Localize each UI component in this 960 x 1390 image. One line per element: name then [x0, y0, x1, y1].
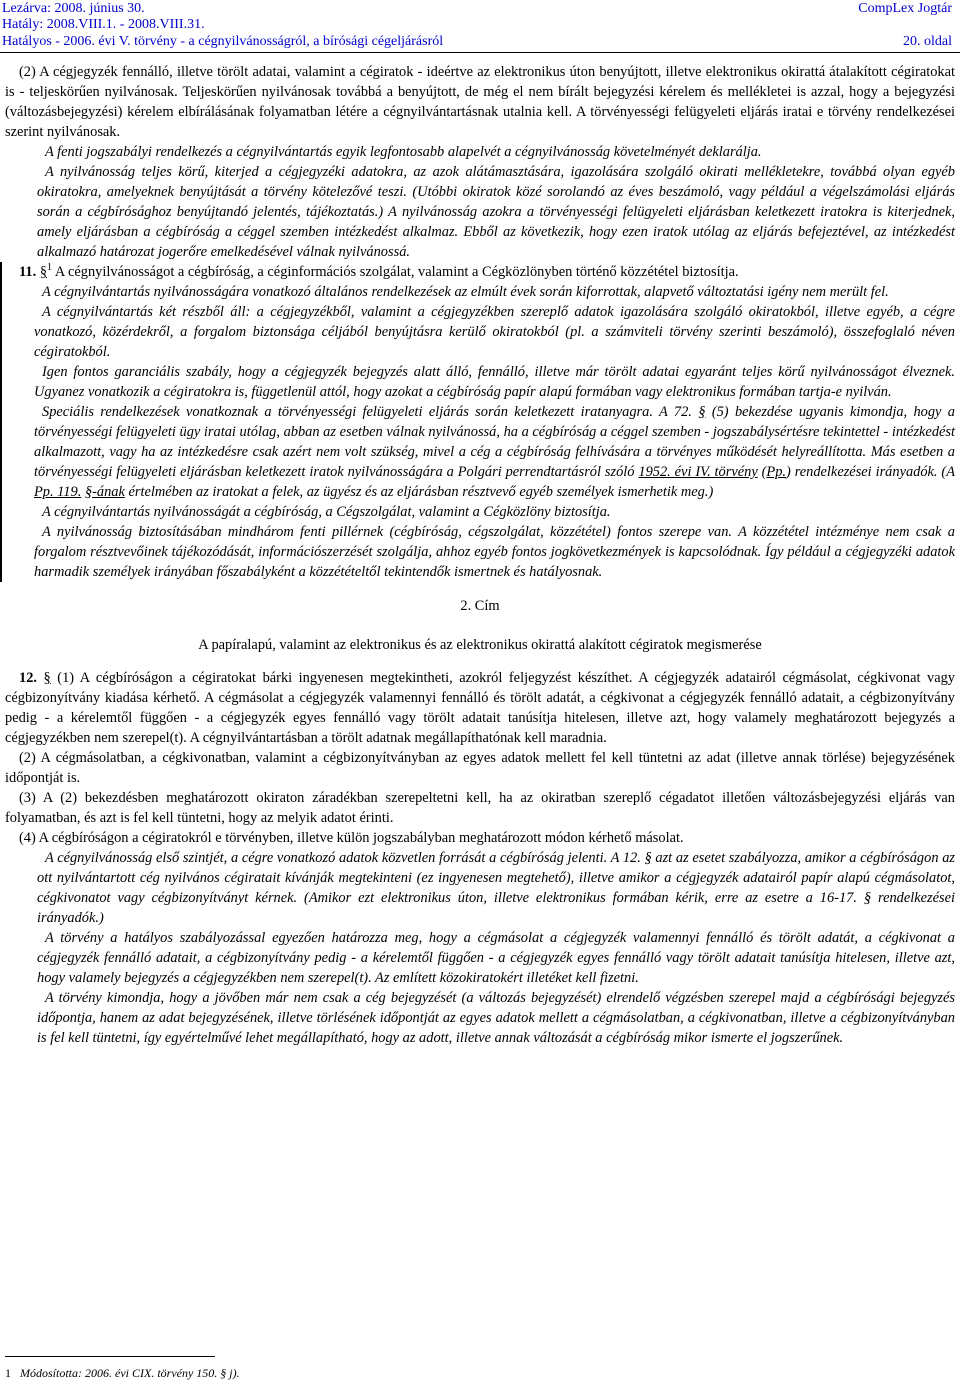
- law-1952-iv-link[interactable]: 1952. évi IV. törvény: [638, 464, 758, 480]
- commentary: A nyilvánosság biztosításában mindhárom fenti pillérnek (cégbíróság, cégszolgálat, közzététel) fontos szerepe van. A közzététel intézménye nem csak a forgalom résztvevőinek tájékozódását, információszerzését szolgálja, ahhoz egyéb fontos jogkövetkezmények is kapcsolódnak. Így például a cégjegyzéki adatok harmadik személyek irányában főszabályként a közzétételtől tekintendők ismertnek és hatályosnak.: [34, 524, 955, 580]
- page-number: 20. oldal: [903, 34, 952, 49]
- commentary: A törvény a hatályos szabályozással egyezően határozza meg, hogy a cégmásolat a cégjegyzék valamennyi fennálló és törölt adatát, a cégkivonat a cégjegyzék fennálló adatait, a cégbizonyítvány pedig - a kérelemtől függően - a cégjegyzék egyes fennálló vagy törölt adatait tanúsítja hitelesen, illetve azt, hogy valamely bejegyzés a cégjegyzékben nem szerepel(t). Az említett közokiratokért illetéket kell fizetni.: [37, 930, 955, 986]
- commentary: Igen fontos garanciális szabály, hogy a cégjegyzék bejegyzés alatt álló, fennálló, illetve már törölt adatai egyaránt teljes körű nyilvánosságot élveznek. Ugyanez vonatkozik a cégiratokra is, függetlenül attól, hogy azokat a cégbíróság papír alapú formában vagy elektronikus formában tartja-e nyilván.: [34, 364, 955, 400]
- footnote-text: Módosította: 2006. évi CIX. törvény 150. § j).: [20, 1366, 240, 1380]
- header-rule: [0, 52, 960, 53]
- section-12-link[interactable]: §: [644, 850, 652, 866]
- section-72-link[interactable]: §: [698, 404, 706, 420]
- footnote-ref[interactable]: 1: [47, 262, 53, 274]
- section-number: 11.: [19, 264, 37, 280]
- footnote-rule: [5, 1356, 215, 1357]
- section-12-1: 12. § (1) A cégbíróságon a cégiratokat bárki ingyenesen megtekintheti, azokról feljegyzést készíthet. A cégjegyzék adatairól cégmásolat, cégkivonat vagy cégbizonyítvány kiadása kérhető. A cégmásolat a cégjegyzék valamennyi fennálló és törölt adatát, a cégkivonat a cégjegyzék fennálló adatait, a cégbizonyítvány pedig - a kérelemtől függően - a cégjegyzék egyes fennálló vagy törölt adatait tanúsítja hitelesen, illetve azt, hogy valamely meghatározott bejegyzés a cégjegyzékben nem szerepel(t). A cégnyilvántartásban a törölt adatnak megállapíthatónak kell maradnia.: [5, 670, 955, 746]
- pp-119-section-link[interactable]: §-ának: [84, 484, 125, 500]
- law-title: Hatályos - 2006. évi V. törvény - a cégnyilvánosságról, a bírósági cégeljárásról: [2, 34, 444, 49]
- section-12-3: (3) A (2) bekezdésben meghatározott okiraton záradékban szerepeltetni kell, ha az okiratban szereplő cégadatot illetően változásbejegyzési eljárás van folyamatban, és azt is fel kell tüntetni, hogy az melyik adatot érinti.: [5, 790, 955, 826]
- commentary: A cégnyilvántartás nyilvánosságát a cégbíróság, a Cégszolgálat, valamint a Cégközlöny biztosítja.: [42, 504, 611, 520]
- commentary: A cégnyilvántartás nyilvánosságára vonatkozó általános rendelkezések az elmúlt évek során kiforrottak, alapvető változtatási igény nem merült fel.: [42, 284, 889, 300]
- paragraph-11-2: (2) A cégjegyzék fennálló, illetve törölt adatai, valamint a cégiratok - ideértve az elektronikus úton benyújtott, illetve elektronikus okirattá átalakított cégiratokat is - teljeskörűen nyilvánosak. Teljeskörűen nyilvánosak továbbá a benyújtott, de még el nem bírált bejegyzési kérelem és mellékletei is azzal, hogy a bejegyzési (változásbejegyzési) kérelem elbírálásának folyamatban létére a cégnyilvántartásnak utalnia kell. A törvényességi felügyeleti eljárás iratai e törvény rendelkezései szerint nyilvánosak.: [5, 64, 955, 140]
- validity-period: Hatály: 2008.VIII.1. - 2008.VIII.31.: [2, 17, 205, 32]
- section-12-4: (4) A cégbíróságon a cégiratokról e törvényben, illetve külön jogszabályban meghatározott módon kérhető másolat.: [19, 830, 684, 846]
- amended-section-11: [0, 262, 955, 582]
- pp-119-link[interactable]: Pp. 119.: [34, 484, 82, 500]
- commentary: A cégnyilvánosság első szintjét, a cégre vonatkozó adatok közvetlen forrását a cégbíróság jelenti. A 12. § azt az esetet szabályozza, amikor a cégbíróságon az ott nyilvántartott cég nyilvános cégiratait kívánják megtekinteni (ez ingyenesen megtehető), illetve amikor a cégjegyzék adatairól papír alapú cégmásolatot, cégkivonatot vagy cégbizonyítványt kérnek. (Amikor ezt elektronikus úton, illetve elektronikus formában kérik, erre az esetre a 16-17. § rendelkezései irányadók.): [37, 850, 955, 926]
- commentary: Speciális rendelkezések vonatkoznak a törvényességi felügyeleti eljárás során keletkezett iratanyagra. A 72. § (5) bekezdése ugyanis kimondja, hogy a törvényességi felügyeleti ügy iratai utólag, abban az esetben válnak nyilvánossá, ha a cégbíróság a céggel szemben - jogszabálysértésre tekintettel - intézkedést alkalmazott, vagy ha az intézkedésre csak azért nem volt szükség, mivel a cég a cégbíróság felhívására a törvényes működését helyreállította. Más esetben a törvényességi felügyeleti eljárásban keletkezett iratok nyilvánosságára a Polgári perrendtartásról szóló 1952. évi IV. törvény (Pp.) rendelkezései irányadók. (A Pp. 119. §-ának értelmében az iratokat a felek, az ügyész és az eljárásban résztvevő egyéb személyek ismerhetik meg.): [34, 404, 956, 500]
- section-number: 12.: [19, 670, 37, 686]
- commentary: A fenti jogszabályi rendelkezés a cégnyilvántartás egyik legfontosabb alapelvét a cégnyilvánosság követelményét deklarálja.: [45, 144, 762, 160]
- publisher-name: CompLex Jogtár: [858, 1, 952, 16]
- chapter-number: 2. Cím: [460, 598, 500, 614]
- commentary: A törvény kimondja, hogy a jövőben már nem csak a cég bejegyzését (a változás bejegyzését) elrendelő végzésben szerepel majd a cégbírósági bejegyzés időpontja, hanem az adat bejegyzésének, illetve törlésének időpontját az egyes adatok mellett a cégmásolatban, a cégkivonatban, illetve a cégbizonyítványban is fel kell tüntetni, így egyértelművé lehet megállapítható, hogy az adott, illetve annak változását a cégbíróság mikor ismerte el jogszerűnek.: [37, 990, 955, 1046]
- section-text: A cégnyilvánosságot a cégbíróság, a céginformációs szolgálat, valamint a Cégközlönyben történő közzététel biztosítja.: [52, 264, 739, 280]
- section-12-2: (2) A cégmásolatban, a cégkivonatban, valamint a cégbizonyítványban az egyes adatok mellett fel kell tüntetni az adat (illetve annak törlése) bejegyzésének időpontját is.: [5, 750, 955, 786]
- document-body: [5, 62, 955, 1048]
- commentary: A nyilvánosság teljes körű, kiterjed a cégjegyzéki adatokra, az azok alátámasztására, igazolására szolgáló okirati mellékletekre, továbbá olyan egyéb okiratokra, amelyeknek benyújtását a törvény kötelezővé teszi. (Utóbbi okiratok közé sorolandó az éves beszámoló, vagy például a végelszámolási eljárás során a cégbírósághoz benyújtandó jelentés, tájékoztatás.) A nyilvánosság azokra a törvényességi felügyeleti eljárásban keletkezett iratokra is kiterjednek, amely eljárásban a cégbíróság a céggel szemben intézkedést alkalmaz. Ebből az következik, hogy ezen iratok utólag az eljárás befejeztével, az intézkedést alkalmazó határozat jogerőre emelkedésével válnak nyilvánossá.: [37, 164, 955, 260]
- footnote: [5, 1365, 240, 1381]
- commentary: A cégnyilvántartás két részből áll: a cégjegyzékből, valamint a cégjegyzékben szereplő adatok igazolására szolgáló okiratokból, illetve egyéb, a cégre vonatkozó, közérdekről, a forgalom biztonsága céljából benyújtásra kerülő okiratokból (pl. a számviteli törvény szerinti beszámoló), összefoglaló néven cégiratokból.: [34, 304, 955, 360]
- pp-link[interactable]: Pp.: [766, 464, 787, 480]
- section-11: [5, 262, 955, 282]
- chapter-title: A papíralapú, valamint az elektronikus és az elektronikus okirattá alakított cégiratok megismerése: [198, 637, 762, 653]
- section-symbol-link[interactable]: §: [39, 264, 48, 280]
- section-symbol-link[interactable]: §: [43, 670, 51, 686]
- footnote-number: 1: [5, 1366, 11, 1380]
- page-header: [0, 0, 960, 60]
- section-16-17-link[interactable]: §: [863, 890, 872, 906]
- closed-date: Lezárva: 2008. június 30.: [2, 1, 145, 16]
